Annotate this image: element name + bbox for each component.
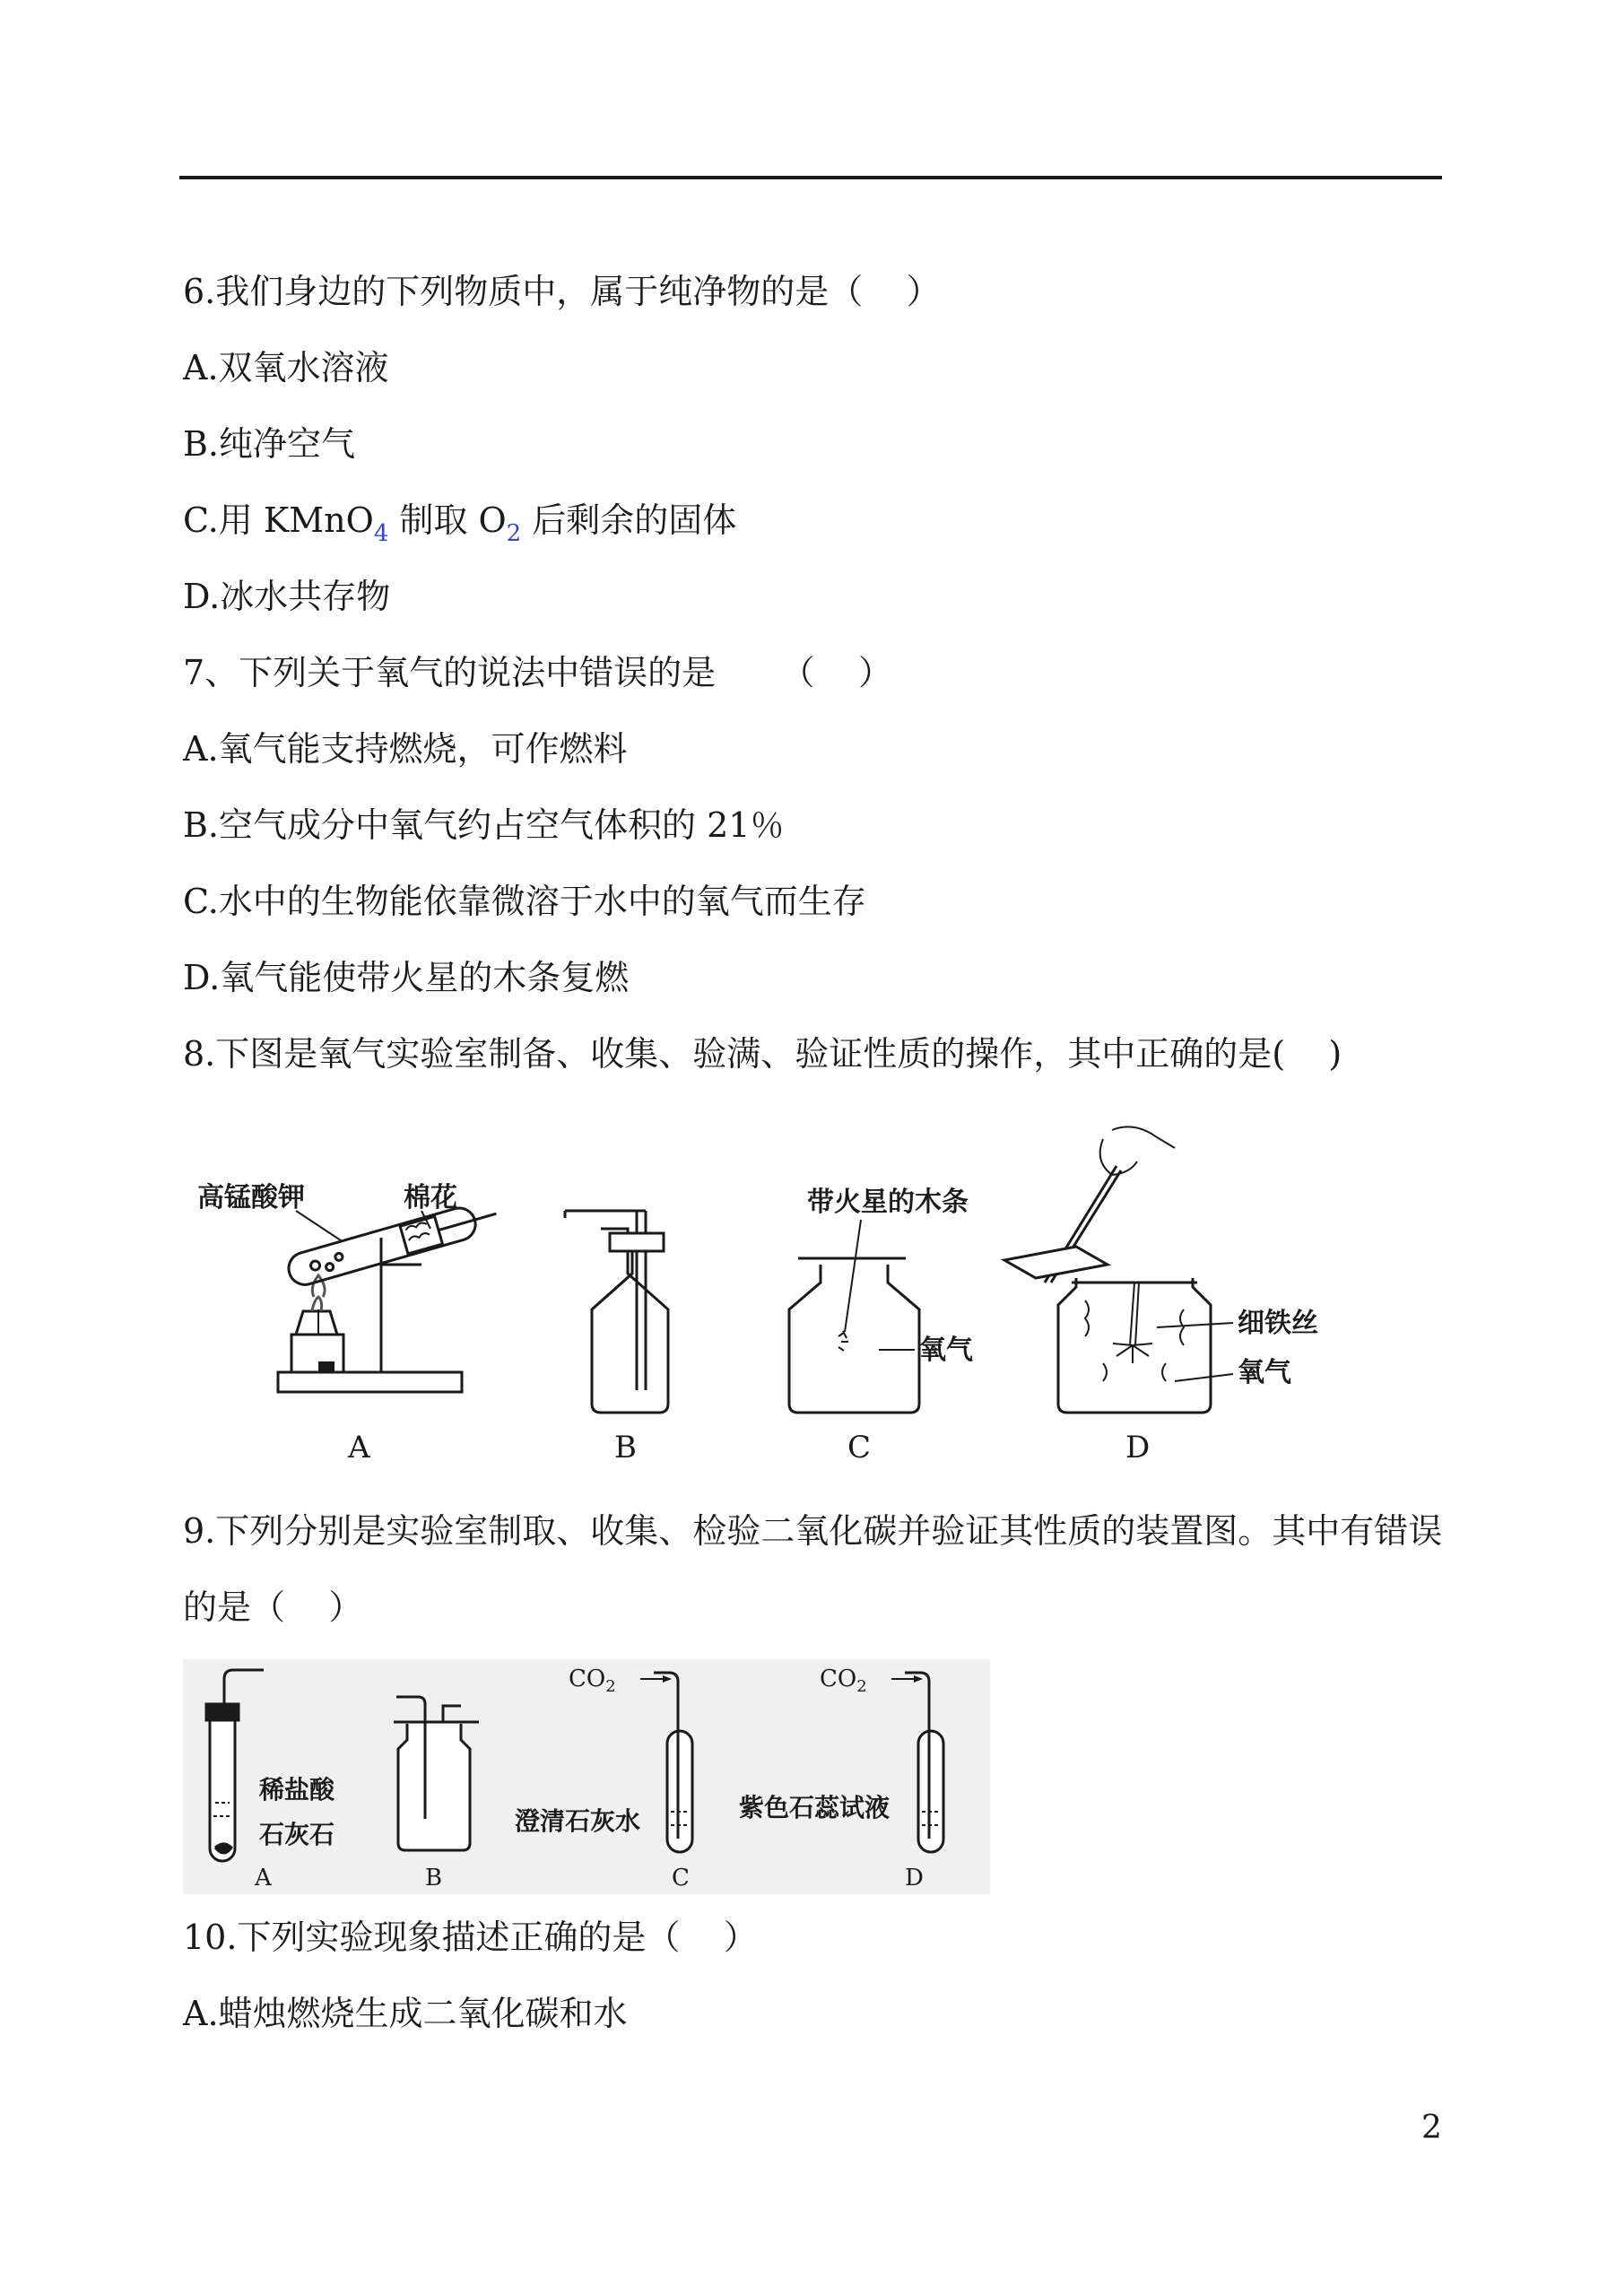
q6-stem: 6.我们身边的下列物质中，属于纯净物的是（ ） [183, 272, 941, 311]
label-co2-c-text: CO [569, 1665, 606, 1692]
q9-tag-d: D [905, 1865, 924, 1892]
q10-option-a: A.蜡烛燃烧生成二氧化碳和水 [183, 1994, 628, 2033]
page-number: 2 [1421, 2109, 1442, 2146]
label-co2-d [820, 1665, 867, 1696]
q8-stem: 8.下图是氧气实验室制备、收集、验满、验证性质的操作，其中正确的是( ) [183, 1034, 1342, 1074]
q9-figure [183, 1659, 990, 1894]
q8-tag-d: D [1125, 1430, 1151, 1465]
q8-apparatus-b [565, 1211, 668, 1465]
q10-stem: 10.下列实验现象描述正确的是（ ） [183, 1918, 758, 1957]
q8-figure [179, 1121, 1453, 1471]
q6-option-c [183, 498, 736, 547]
q9-tag-c: C [672, 1865, 690, 1892]
q7-stem: 7、下列关于氧气的说法中错误的是 （ ） [183, 653, 892, 692]
q7-option-b: B.空气成分中氧气约占空气体积的 21％ [183, 805, 785, 845]
q6-option-d: D.冰水共存物 [183, 577, 391, 616]
q9-stem-line-2: 的是（ ） [183, 1587, 363, 1627]
q6-option-c-text-2: 制取 O [388, 500, 507, 540]
label-cotton: 棉花 [404, 1182, 457, 1213]
q9-apparatus-d [739, 1665, 943, 1892]
q9-apparatus-c [515, 1665, 692, 1892]
q6-option-c-subscript-1: 4 [373, 520, 389, 547]
label-co2-d-subscript: 2 [856, 1677, 867, 1696]
label-splint: 带火星的木条 [807, 1187, 969, 1218]
q6-option-c-text-1: C.用 KMnO [183, 500, 374, 540]
label-co2-c [569, 1665, 616, 1696]
q9-apparatus-a [206, 1670, 335, 1892]
label-kmno4: 高锰酸钾 [197, 1182, 305, 1213]
q7-option-c: C.水中的生物能依靠微溶于水中的氧气而生存 [183, 882, 866, 921]
q8-apparatus-c [789, 1187, 973, 1465]
label-co2-c-subscript: 2 [605, 1677, 616, 1696]
label-litmus: 紫色石蕊试液 [739, 1793, 891, 1822]
label-oxygen-d: 氧气 [1238, 1357, 1291, 1388]
q6-option-c-subscript-2: 2 [506, 520, 522, 547]
label-co2-d-text: CO [820, 1665, 857, 1692]
q7-option-d: D.氧气能使带火星的木条复燃 [183, 958, 630, 997]
q8-apparatus-d [1004, 1126, 1318, 1465]
label-iron-wire: 细铁丝 [1238, 1308, 1318, 1339]
q6-option-b: B.纯净空气 [183, 424, 356, 464]
label-limestone: 石灰石 [259, 1820, 335, 1849]
label-dilute-hcl: 稀盐酸 [259, 1775, 335, 1805]
q9-apparatus-b [394, 1697, 479, 1892]
header-rule [179, 176, 1442, 179]
q8-tag-a: A [348, 1430, 370, 1465]
q9-stem-line-1: 9.下列分别是实验室制取、收集、检验二氧化碳并验证其性质的装置图。其中有错误 [183, 1511, 1443, 1551]
q9-tag-a: A [255, 1865, 272, 1892]
q9-tag-b: B [425, 1865, 443, 1892]
label-oxygen-c: 氧气 [919, 1335, 973, 1366]
q8-tag-c: C [847, 1430, 872, 1465]
q6-option-c-text-3: 后剩余的固体 [521, 500, 737, 540]
q7-option-a: A.氧气能支持燃烧，可作燃料 [183, 729, 628, 769]
label-limewater: 澄清石灰水 [515, 1806, 641, 1836]
q8-apparatus-a [197, 1182, 500, 1465]
q8-tag-b: B [614, 1430, 637, 1465]
q6-option-a: A.双氧水溶液 [183, 348, 389, 387]
